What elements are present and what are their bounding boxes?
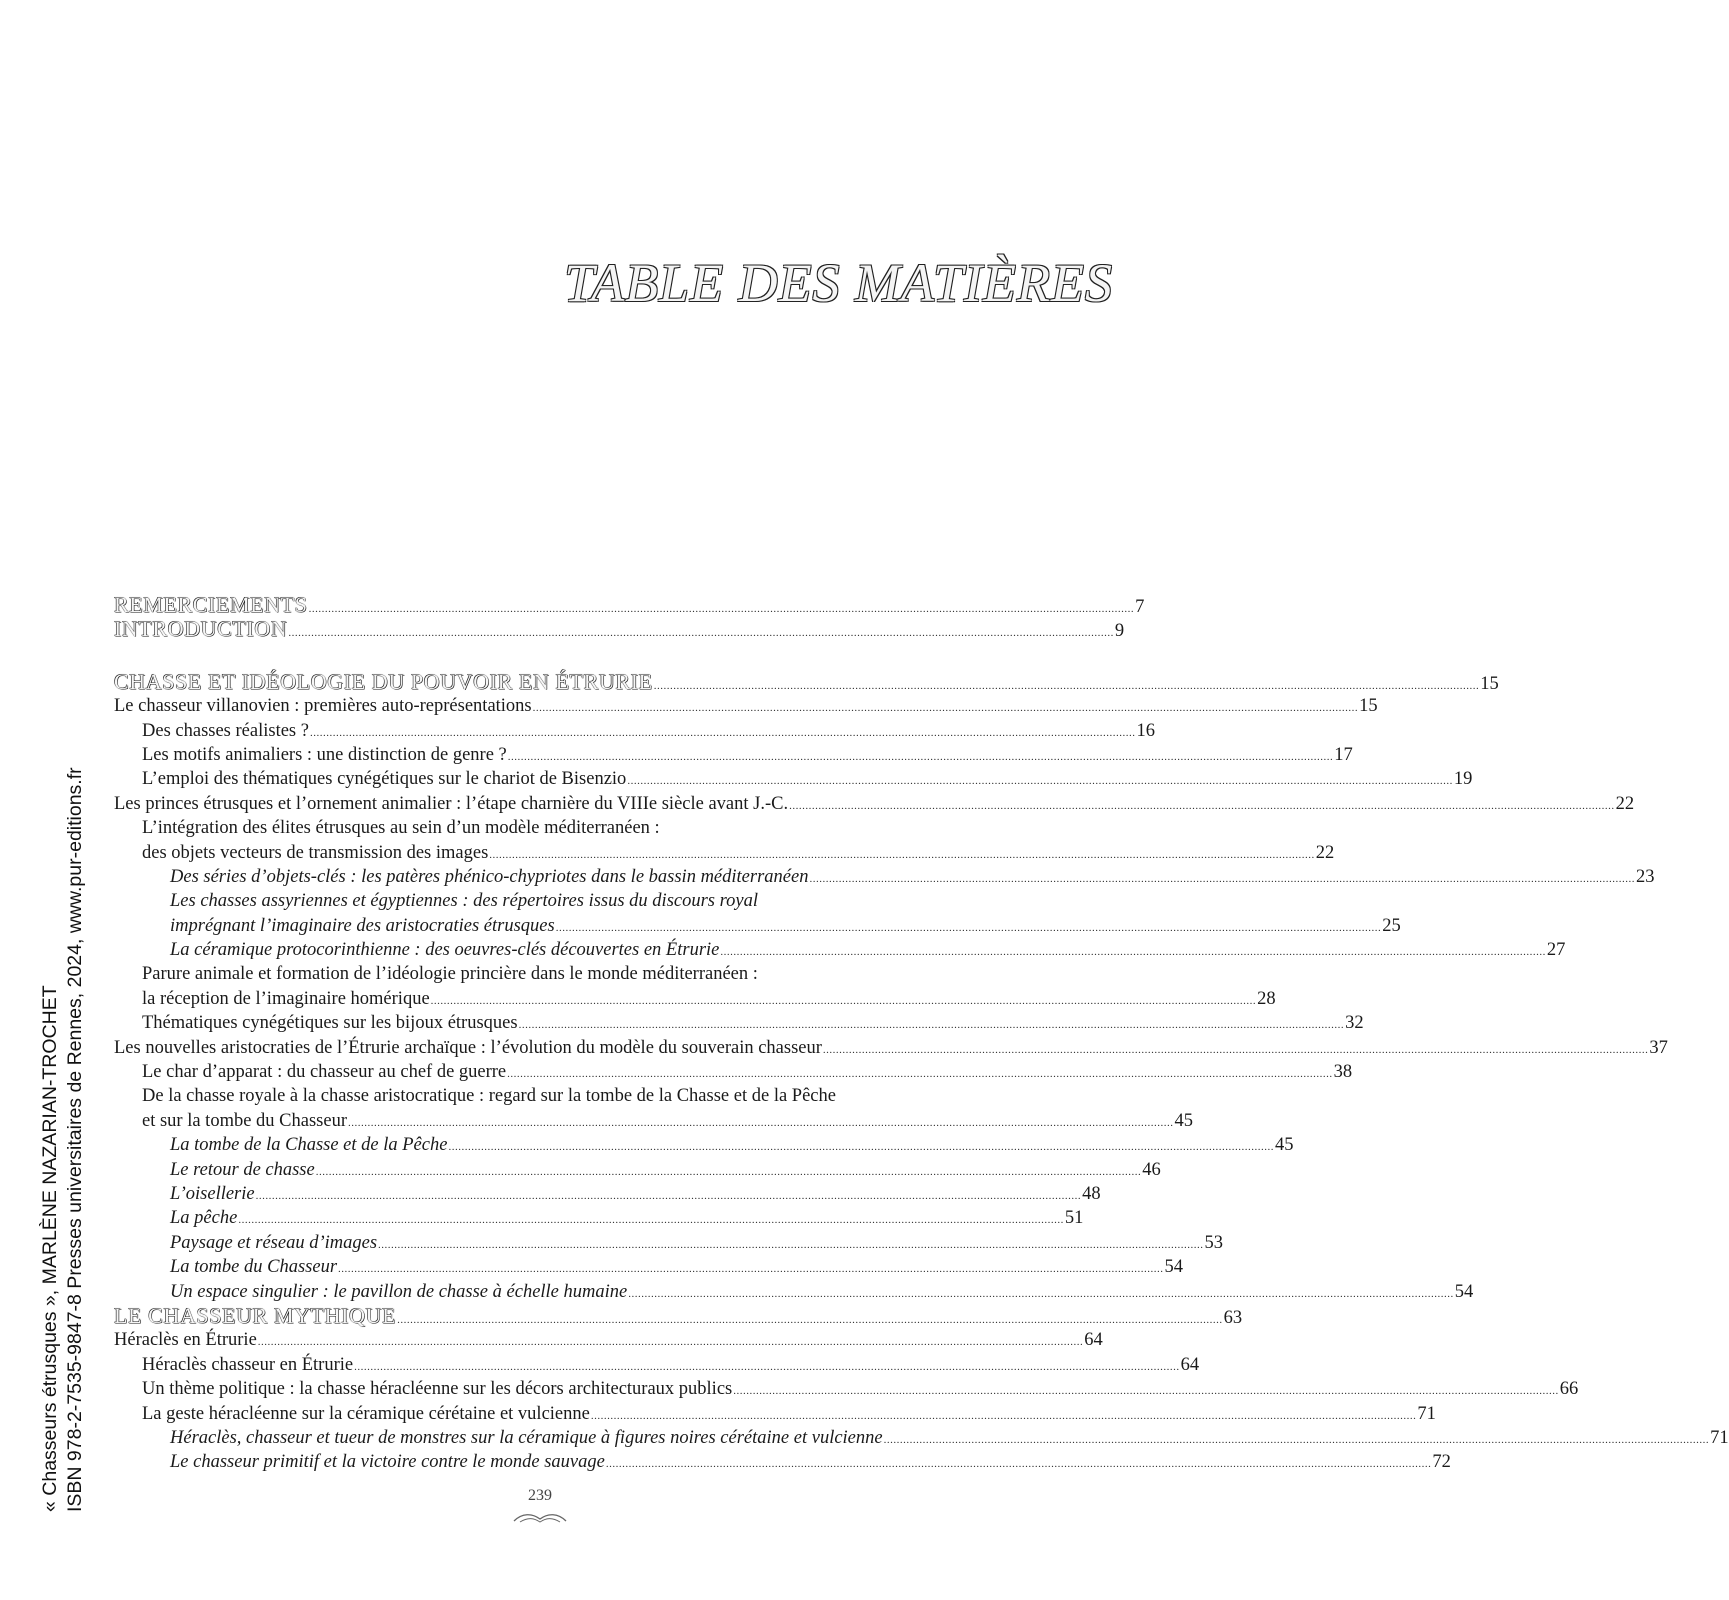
toc-entry[interactable] xyxy=(114,987,1276,1011)
toc-entry-page: 63 xyxy=(1223,1307,1243,1328)
toc-leader-dots: .............................................................................................................................................................................................................................................................. xyxy=(338,1263,1164,1276)
toc-entry[interactable] xyxy=(114,616,1125,642)
page-number: 239 xyxy=(528,1487,552,1504)
toc-entry[interactable] xyxy=(114,1377,1579,1401)
toc-entry[interactable] xyxy=(114,889,990,913)
toc-entry-title: Héraclès en Étrurie xyxy=(114,1330,257,1351)
toc-entry[interactable] xyxy=(114,1280,1474,1304)
toc-entry-page: 15 xyxy=(1359,696,1378,717)
toc-entry-page: 64 xyxy=(1180,1354,1200,1375)
toc-leader-dots: .............................................................................................................................................................................................................................................................. xyxy=(507,750,1334,763)
toc-entry-title: Le char d’apparat : du chasseur au chef de guerre xyxy=(142,1062,507,1083)
toc-entry-title: CHASSE ET IDÉOLOGIE DU POUVOIR EN ÉTRURIE xyxy=(114,668,653,694)
toc-entry-title: Parure animale et formation de l’idéologie princière dans le monde méditerranéen : xyxy=(142,964,758,985)
toc-entry-page: 27 xyxy=(1546,940,1566,961)
toc-entry-title: Des chasses réalistes ? xyxy=(142,720,309,741)
toc-entry-title: Les nouvelles aristocraties de l’Étrurie archaïque : l’évolution du modèle du souverain chasseur xyxy=(114,1037,822,1058)
toc-entry-title: Le chasseur primitif et la victoire contre le monde sauvage xyxy=(170,1452,605,1473)
toc-leader-dots: .............................................................................................................................................................................................................................................................. xyxy=(809,872,1635,885)
toc-leader-dots: .............................................................................................................................................................................................................................................................. xyxy=(378,1238,1204,1251)
toc-entry[interactable] xyxy=(114,816,990,840)
side-notice-line: ISBN 978-2-7535-9847-8 Presses universitaires de Rennes, 2024, www.pur-editions.fr xyxy=(64,767,86,1512)
page-title: TABLE DES MATIÈRES xyxy=(564,253,1113,313)
toc-entry[interactable] xyxy=(114,1158,1161,1182)
toc-entry[interactable] xyxy=(114,1231,1224,1255)
toc-entry-title: Le chasseur villanovien : premières auto-représentations xyxy=(114,696,532,717)
toc-entry[interactable] xyxy=(114,1084,990,1108)
toc-entry-title: des objets vecteurs de transmission des images xyxy=(142,842,489,863)
toc-entry[interactable] xyxy=(114,719,1155,743)
toc-entry-page: 16 xyxy=(1136,720,1155,741)
toc-entry[interactable] xyxy=(114,914,1401,938)
toc-entry[interactable] xyxy=(114,592,1145,617)
toc-entry-page: 64 xyxy=(1084,1330,1103,1351)
toc-entry-page: 9 xyxy=(1114,621,1125,642)
table-of-contents xyxy=(114,592,1729,1475)
toc-entry-page: 66 xyxy=(1559,1379,1579,1400)
toc-entry-title: L’oisellerie xyxy=(170,1183,255,1204)
toc-entry[interactable] xyxy=(114,767,1473,791)
toc-entry-page: 54 xyxy=(1164,1257,1184,1278)
toc-entry-title: Des séries d’objets-clés : les patères phénico-chypriotes dans le bassin méditerranéen xyxy=(170,866,809,887)
toc-leader-dots: .............................................................................................................................................................................................................................................................. xyxy=(448,1141,1274,1154)
toc-leader-dots: .............................................................................................................................................................................................................................................................. xyxy=(308,603,1135,615)
toc-entry-page: 72 xyxy=(1432,1452,1451,1473)
toc-entry-title: Un espace singulier : le pavillon de chasse à échelle humaine xyxy=(170,1281,628,1302)
toc-entry-title: Héraclès, chasseur et tueur de monstres sur la céramique à figures noires cérétaine et vulcienne xyxy=(170,1427,883,1448)
toc-entry-page: 45 xyxy=(1174,1110,1193,1131)
toc-entry[interactable] xyxy=(114,694,1378,718)
toc-entry-page: 7 xyxy=(1135,597,1145,617)
toc-leader-dots: .............................................................................................................................................................................................................................................................. xyxy=(532,702,1359,715)
toc-leader-dots: .............................................................................................................................................................................................................................................................. xyxy=(555,921,1382,934)
side-notice-line: « Chasseurs étrusques », MARLÈNE NAZARIAN-TROCHET xyxy=(39,985,61,1512)
toc-entry-page: 45 xyxy=(1274,1135,1294,1156)
toc-entry-title: Les chasses assyriennes et égyptiennes : des répertoires issus du discours royal xyxy=(170,891,758,912)
toc-entry-page: 28 xyxy=(1257,988,1276,1009)
toc-entry-title: Les motifs animaliers : une distinction de genre ? xyxy=(142,744,507,765)
toc-entry[interactable] xyxy=(114,1255,1184,1279)
toc-entry-page: 48 xyxy=(1082,1183,1101,1204)
toc-leader-dots: .............................................................................................................................................................................................................................................................. xyxy=(257,1336,1084,1349)
toc-entry-title: LE CHASSEUR MYTHIQUE xyxy=(114,1302,397,1328)
toc-entry-page: 38 xyxy=(1333,1062,1353,1083)
toc-entry[interactable] xyxy=(114,938,1566,962)
toc-entry-page: 25 xyxy=(1382,915,1401,936)
toc-entry-title: La geste héracléenne sur la céramique cérétaine et vulcienne xyxy=(142,1403,590,1424)
toc-entry[interactable] xyxy=(114,865,1655,889)
toc-entry-page: 15 xyxy=(1480,673,1499,694)
toc-entry-title: De la chasse royale à la chasse aristocratique : regard sur la tombe de la Chasse et de la Pêche xyxy=(142,1086,836,1107)
toc-entry-title: REMERCIEMENTS xyxy=(114,592,308,617)
toc-leader-dots: .............................................................................................................................................................................................................................................................. xyxy=(288,627,1114,640)
toc-entry[interactable] xyxy=(114,1402,1436,1426)
toc-leader-dots: .............................................................................................................................................................................................................................................................. xyxy=(315,1165,1142,1178)
toc-leader-dots: .............................................................................................................................................................................................................................................................. xyxy=(348,1116,1174,1129)
toc-entry-title: L’intégration des élites étrusques au sein d’un modèle méditerranéen : xyxy=(142,818,660,839)
ornament-flourish-icon xyxy=(512,1509,568,1527)
toc-entry[interactable] xyxy=(114,1036,1668,1060)
toc-entry-title: Héraclès chasseur en Étrurie xyxy=(142,1354,354,1375)
toc-entry-title: La céramique protocorinthienne : des oeuvres-clés découvertes en Étrurie xyxy=(170,940,720,961)
toc-entry-page: 53 xyxy=(1204,1232,1224,1253)
toc-entry-page: 71 xyxy=(1417,1403,1436,1424)
toc-entry-page: 51 xyxy=(1064,1208,1084,1229)
toc-entry-page: 22 xyxy=(1615,793,1635,814)
toc-leader-dots: .............................................................................................................................................................................................................................................................. xyxy=(605,1458,1432,1471)
toc-entry-page: 23 xyxy=(1635,866,1655,887)
toc-entry-page: 37 xyxy=(1649,1037,1668,1058)
toc-leader-dots: .............................................................................................................................................................................................................................................................. xyxy=(518,1019,1345,1032)
toc-entry-title: Un thème politique : la chasse héracléenne sur les décors architecturaux publics xyxy=(142,1379,733,1400)
toc-leader-dots: .............................................................................................................................................................................................................................................................. xyxy=(789,799,1615,812)
toc-entry-title: La pêche xyxy=(170,1208,238,1229)
toc-leader-dots: .............................................................................................................................................................................................................................................................. xyxy=(507,1068,1333,1081)
toc-leader-dots: .............................................................................................................................................................................................................................................................. xyxy=(627,775,1453,788)
toc-spacer xyxy=(114,642,990,670)
toc-entry-page: 19 xyxy=(1453,769,1473,790)
toc-entry[interactable] xyxy=(114,841,1335,865)
toc-entry-title: Paysage et réseau d’images xyxy=(170,1232,378,1253)
toc-entry-page: 22 xyxy=(1315,842,1335,863)
toc-leader-dots: .............................................................................................................................................................................................................................................................. xyxy=(883,1433,1710,1446)
toc-entry[interactable] xyxy=(114,668,1499,694)
toc-leader-dots: .............................................................................................................................................................................................................................................................. xyxy=(822,1043,1649,1056)
toc-entry-title: L’emploi des thématiques cynégétiques sur le chariot de Bisenzio xyxy=(142,769,627,790)
toc-entry[interactable] xyxy=(114,1182,1101,1206)
toc-leader-dots: .............................................................................................................................................................................................................................................................. xyxy=(397,1313,1223,1326)
toc-entry-title: imprégnant l’imaginaire des aristocraties étrusques xyxy=(170,915,555,936)
toc-entry-title: Les princes étrusques et l’ornement animalier : l’étape charnière du VIIIe siècle avant J.-C. xyxy=(114,793,789,814)
toc-entry-title: et sur la tombe du Chasseur xyxy=(142,1110,347,1131)
toc-entry-title: INTRODUCTION xyxy=(114,616,288,642)
toc-leader-dots: .............................................................................................................................................................................................................................................................. xyxy=(309,726,1136,739)
toc-leader-dots: .............................................................................................................................................................................................................................................................. xyxy=(733,1385,1559,1398)
toc-entry-title: La tombe du Chasseur xyxy=(170,1257,338,1278)
toc-entry-page: 32 xyxy=(1345,1013,1364,1034)
side-copyright-notice xyxy=(38,767,88,1512)
toc-leader-dots: .............................................................................................................................................................................................................................................................. xyxy=(590,1409,1417,1422)
toc-entry[interactable] xyxy=(114,1060,1353,1084)
toc-entry[interactable] xyxy=(114,1450,1451,1474)
toc-entry[interactable] xyxy=(114,1302,1243,1328)
toc-entry-page: 54 xyxy=(1454,1281,1474,1302)
toc-leader-dots: .............................................................................................................................................................................................................................................................. xyxy=(430,994,1257,1007)
toc-entry[interactable] xyxy=(114,1328,1103,1352)
toc-entry[interactable] xyxy=(114,743,1353,767)
toc-leader-dots: .............................................................................................................................................................................................................................................................. xyxy=(255,1189,1082,1202)
toc-entry[interactable] xyxy=(114,1426,1729,1450)
toc-entry[interactable] xyxy=(114,792,1635,816)
toc-entry-page: 17 xyxy=(1334,744,1353,765)
toc-leader-dots: .............................................................................................................................................................................................................................................................. xyxy=(720,946,1546,959)
toc-leader-dots: .............................................................................................................................................................................................................................................................. xyxy=(628,1287,1454,1300)
toc-leader-dots: .............................................................................................................................................................................................................................................................. xyxy=(489,848,1315,861)
toc-entry[interactable] xyxy=(114,962,990,986)
toc-entry-title: Thématiques cynégétiques sur les bijoux étrusques xyxy=(142,1013,518,1034)
toc-entry[interactable] xyxy=(114,1011,1364,1035)
toc-entry-page: 71 xyxy=(1710,1427,1729,1448)
toc-entry[interactable] xyxy=(114,1206,1084,1230)
toc-entry-page: 46 xyxy=(1142,1159,1161,1180)
toc-entry-title: La tombe de la Chasse et de la Pêche xyxy=(170,1135,448,1156)
toc-entry[interactable] xyxy=(114,1133,1294,1157)
toc-entry[interactable] xyxy=(114,1353,1200,1377)
toc-entry[interactable] xyxy=(114,1109,1193,1133)
toc-leader-dots: .............................................................................................................................................................................................................................................................. xyxy=(238,1214,1064,1227)
toc-entry-title: Le retour de chasse xyxy=(170,1159,315,1180)
toc-leader-dots: .............................................................................................................................................................................................................................................................. xyxy=(354,1360,1180,1373)
toc-entry-title: la réception de l’imaginaire homérique xyxy=(142,988,430,1009)
toc-leader-dots: .............................................................................................................................................................................................................................................................. xyxy=(653,679,1480,692)
